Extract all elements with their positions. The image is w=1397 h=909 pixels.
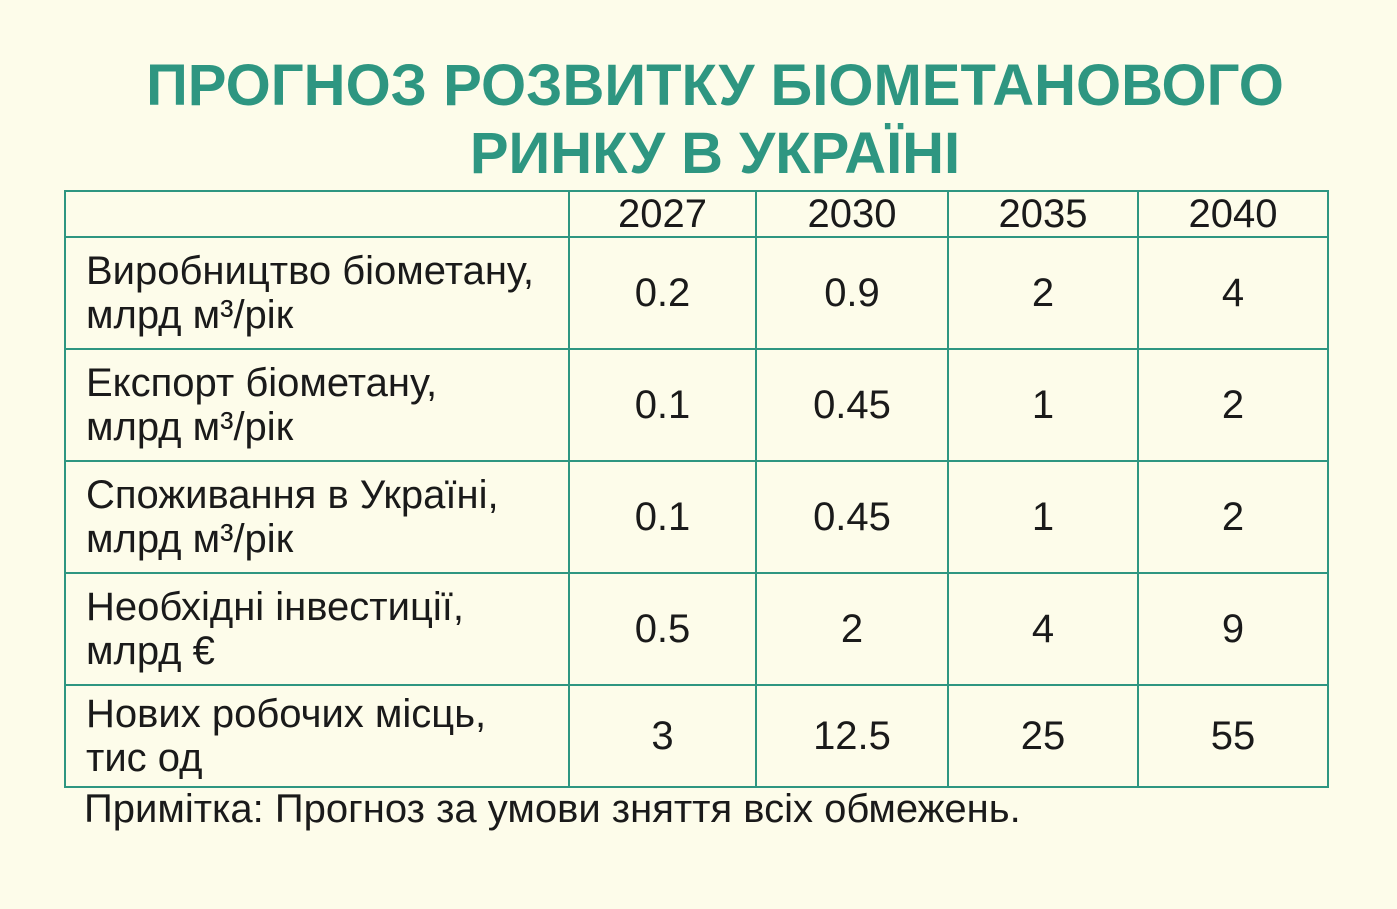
table-cell: 25 — [948, 685, 1138, 787]
header-cell-2027: 2027 — [569, 191, 756, 237]
row-label — [65, 237, 569, 349]
row-label-unit: млрд € — [86, 629, 215, 673]
table-cell: 0.1 — [569, 349, 756, 461]
table-cell: 1 — [948, 461, 1138, 573]
title-line-1: ПРОГНОЗ РОЗВИТКУ БІОМЕТАНОВОГО — [146, 53, 1284, 118]
table-cell: 1 — [948, 349, 1138, 461]
row-label-line: Виробництво біометану, — [86, 249, 535, 293]
table-cell: 12.5 — [756, 685, 948, 787]
table-cell: 0.45 — [756, 461, 948, 573]
row-label-unit: млрд м³/рік — [86, 517, 294, 561]
table-row — [65, 573, 1328, 685]
page-title — [0, 52, 1397, 188]
footnote: Примітка: Прогноз за умови зняття всіх обмежень. — [84, 787, 1021, 831]
table-row — [65, 237, 1328, 349]
table-cell: 4 — [1138, 237, 1328, 349]
table-cell: 0.1 — [569, 461, 756, 573]
header-cell-2030: 2030 — [756, 191, 948, 237]
table-cell: 0.5 — [569, 573, 756, 685]
header-cell-2035: 2035 — [948, 191, 1138, 237]
table-cell: 9 — [1138, 573, 1328, 685]
header-cell-2040: 2040 — [1138, 191, 1328, 237]
header-cell-empty — [65, 191, 569, 237]
title-line-2: РИНКУ В УКРАЇНІ — [469, 121, 961, 186]
row-label-unit: млрд м³/рік — [86, 405, 294, 449]
row-label-line: Експорт біометану, — [86, 361, 438, 405]
table-header-row — [65, 191, 1328, 237]
row-label-line: Нових робочих місць, — [86, 692, 487, 736]
table-cell: 0.45 — [756, 349, 948, 461]
row-label — [65, 685, 569, 787]
row-label-line: Споживання в Україні, — [86, 473, 499, 517]
table-cell: 0.9 — [756, 237, 948, 349]
table-cell: 2 — [756, 573, 948, 685]
table-row — [65, 349, 1328, 461]
row-label-unit: млрд м³/рік — [86, 293, 294, 337]
row-label-unit: тис од — [86, 736, 203, 780]
table-cell: 55 — [1138, 685, 1328, 787]
table-cell: 3 — [569, 685, 756, 787]
row-label — [65, 349, 569, 461]
table-cell: 4 — [948, 573, 1138, 685]
table-cell: 2 — [1138, 349, 1328, 461]
table-row — [65, 461, 1328, 573]
forecast-table — [64, 190, 1329, 788]
table-cell: 2 — [948, 237, 1138, 349]
row-label — [65, 573, 569, 685]
table-cell: 2 — [1138, 461, 1328, 573]
row-label-line: Необхідні інвестиції, — [86, 585, 464, 629]
table-row — [65, 685, 1328, 787]
row-label — [65, 461, 569, 573]
table-cell: 0.2 — [569, 237, 756, 349]
